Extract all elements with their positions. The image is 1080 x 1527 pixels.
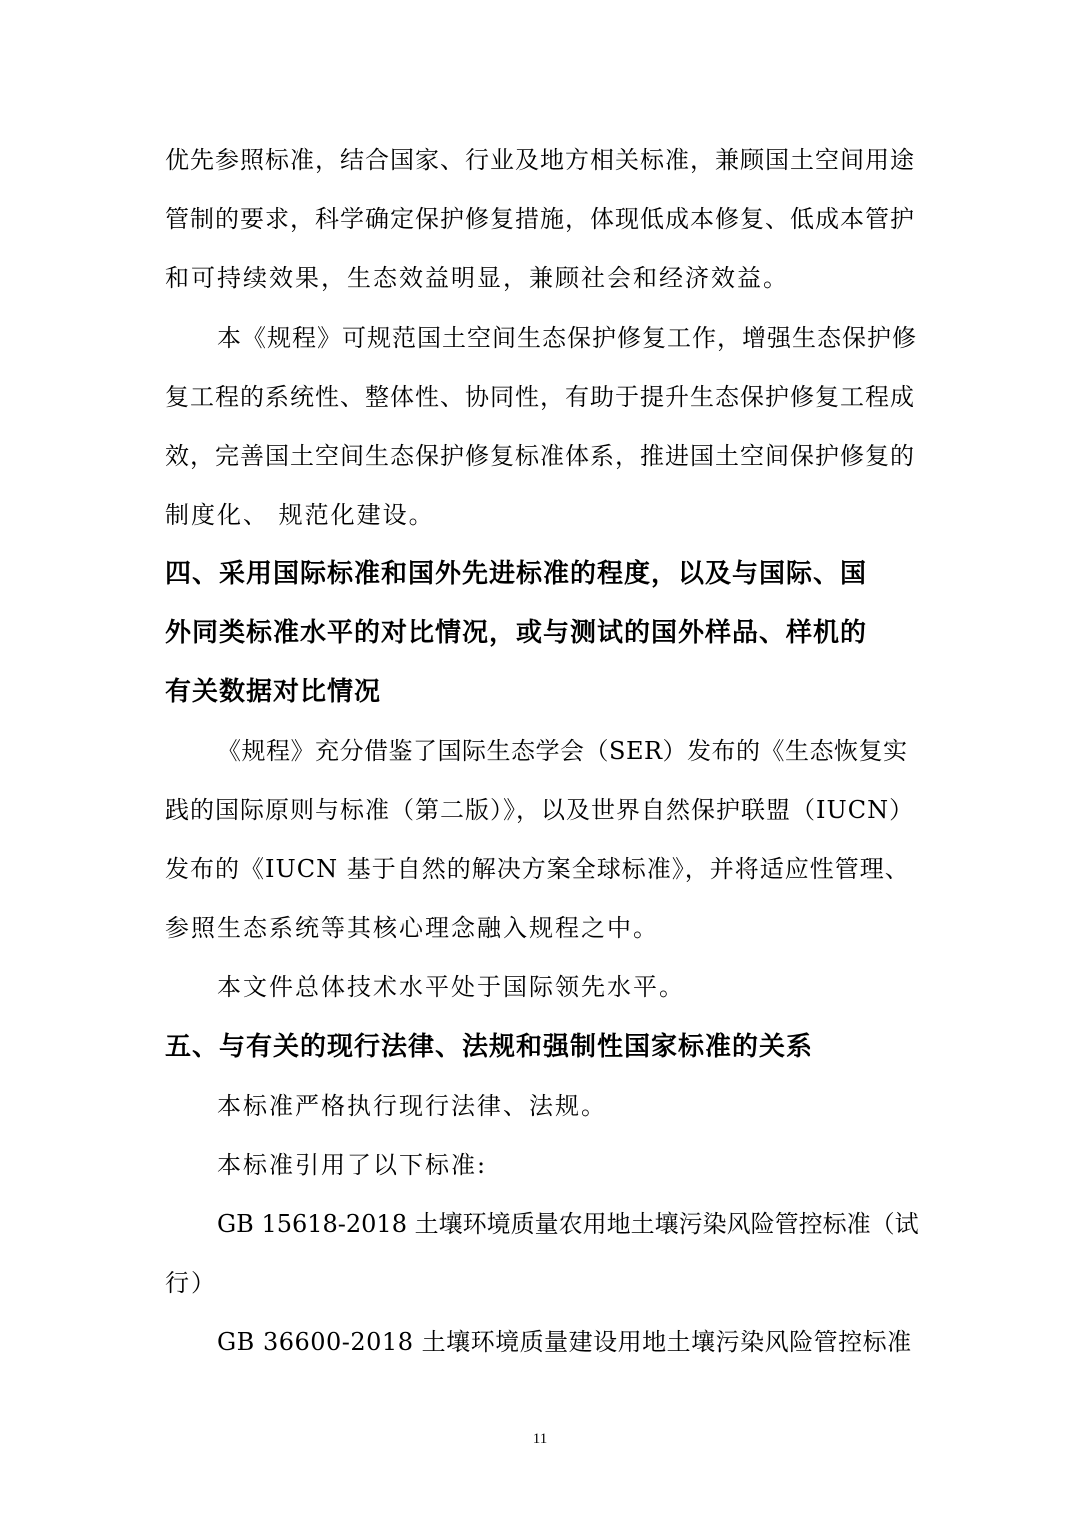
page-number: 11	[532, 1431, 548, 1447]
paragraph-6-line-1: 本标准引用了以下标准:	[217, 1151, 488, 1179]
section-4-heading	[165, 545, 920, 722]
paragraph-3-line-4: 参照生态系统等其核心理念融入规程之中。	[165, 914, 659, 942]
reference-1-line-1: GB 15618-2018 土壤环境质量农用地土壤污染风险管控标准（试	[217, 1210, 919, 1238]
paragraph-6	[165, 1136, 920, 1195]
paragraph-1-line-1: 优先参照标准，结合国家、行业及地方相关标准，兼顾国土空间用途	[165, 146, 915, 174]
paragraph-4	[165, 958, 920, 1017]
reference-1	[165, 1195, 920, 1313]
paragraph-3	[165, 722, 920, 958]
paragraph-3-line-2: 践的国际原则与标准（第二版）》，以及世界自然保护联盟（IUCN）	[165, 796, 915, 824]
paragraph-4-line-1: 本文件总体技术水平处于国际领先水平。	[217, 973, 685, 1001]
section-5-heading	[165, 1018, 920, 1077]
paragraph-3-line-3: 发布的《IUCN 基于自然的解决方案全球标准》，并将适应性管理、	[165, 855, 910, 883]
section-5-heading-line-1: 五、与有关的现行法律、法规和强制性国家标准的关系	[165, 1032, 814, 1062]
section-4-heading-line-1: 四、采用国际标准和国外先进标准的程度，以及与国际、国	[165, 559, 868, 589]
reference-2-line-1: GB 36600-2018 土壤环境质量建设用地土壤污染风险管控标准	[217, 1328, 912, 1356]
paragraph-5	[165, 1077, 920, 1136]
paragraph-5-line-1: 本标准严格执行现行法律、法规。	[217, 1092, 607, 1120]
paragraph-1	[165, 131, 920, 308]
reference-1-line-2: 行）	[165, 1269, 217, 1297]
paragraph-1-line-2: 管制的要求，科学确定保护修复措施，体现低成本修复、低成本管护	[165, 205, 915, 233]
reference-2	[165, 1313, 920, 1372]
paragraph-1-line-3: 和可持续效果，生态效益明显，兼顾社会和经济效益。	[165, 264, 789, 292]
paragraph-2	[165, 309, 920, 545]
paragraph-2-line-1: 本《规程》可规范国土空间生态保护修复工作，增强生态保护修	[217, 324, 917, 352]
section-4-heading-line-2: 外同类标准水平的对比情况，或与测试的国外样品、样机的	[165, 618, 868, 648]
paragraph-2-line-3: 效，完善国土空间生态保护修复标准体系，推进国土空间保护修复的	[165, 442, 915, 470]
paragraph-2-line-2: 复工程的系统性、整体性、协同性，有助于提升生态保护修复工程成	[165, 383, 915, 411]
paragraph-3-line-1: 《规程》充分借鉴了国际生态学会（SER）发布的《生态恢复实	[217, 737, 908, 765]
paragraph-2-line-4: 制度化、 规范化建设。	[165, 501, 435, 529]
section-4-heading-line-3: 有关数据对比情况	[165, 677, 382, 707]
